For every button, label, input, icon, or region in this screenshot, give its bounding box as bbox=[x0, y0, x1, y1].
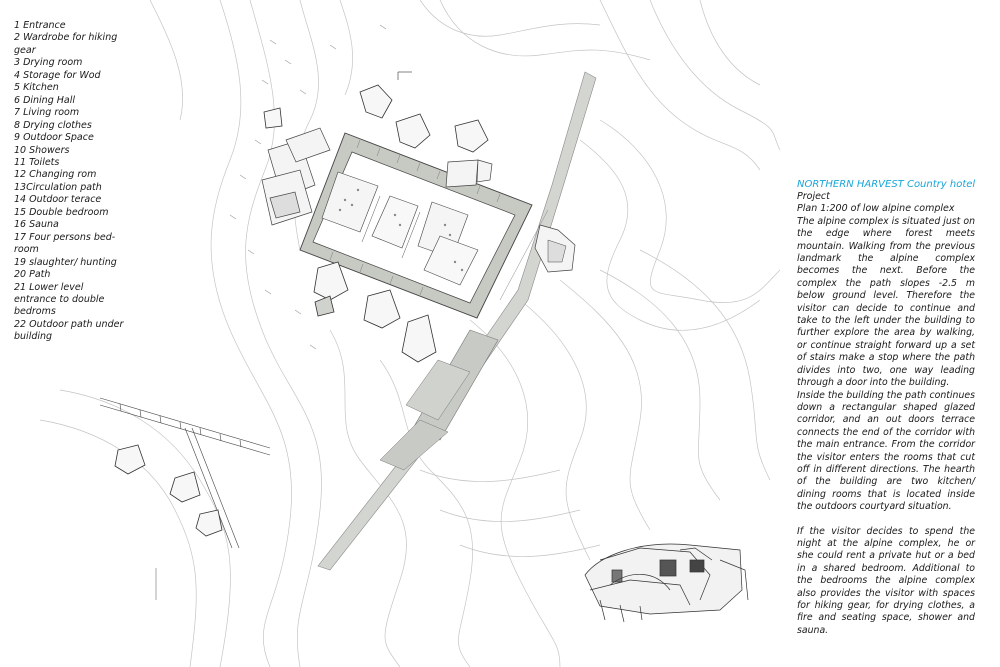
legend-item: 5 Kitchen bbox=[14, 82, 59, 94]
legend-item: 8 Drying clothes bbox=[14, 119, 92, 131]
project-subtitle: Project bbox=[797, 191, 830, 202]
legend-item: 12 Changing rom bbox=[14, 169, 97, 181]
legend-item: 19 slaughter/ hunting bbox=[14, 256, 117, 268]
legend-item: 9 Outdoor Space bbox=[14, 132, 94, 144]
project-title: NORTHERN HARVEST Country hotel bbox=[797, 179, 976, 190]
path-huts bbox=[100, 398, 270, 548]
legend-item: 11 Toilets bbox=[14, 156, 60, 168]
legend-item: 6 Dining Hall bbox=[14, 94, 75, 106]
plan-label: Plan 1:200 of low alpine complex bbox=[797, 203, 955, 215]
description-paragraph: If the visitor decides to spend the night at the alpine complex, he or she could rent a private hut or a bed in a shared bedroom. Additional to the bedrooms the alpine complex also provides the visitor with spaces for hiking gear, for drying clothes, a fire and seating space, shower and sauna. bbox=[797, 525, 975, 636]
legend-item: 16 Sauna bbox=[14, 219, 59, 231]
legend-item: 13Circulation path bbox=[14, 181, 102, 193]
description-paragraph: Inside the building the path continues down a rectangular shaped glazed corridor, and an out doors terrace connects the end of the corridor with the main entrance. From the corridor the visitor enters the rooms that cut off in different directions. The hearth of the building are two kitchen/ dining rooms that is located inside the outdoors courtyard situation. bbox=[797, 389, 975, 513]
axonometric-sketch bbox=[585, 544, 748, 622]
east-annex bbox=[535, 225, 575, 272]
project-description bbox=[797, 178, 975, 637]
description-paragraph: The alpine complex is situated just on the edge where forest meets mountain. Walking from the previous landmark the alpine complex becomes the next. Before the complex the path slopes -2.5 m below ground level. Therefore the visitor can decide to continue and take to the left under the building to further explore the area by walking, or continue straight forward up a set of stairs make a stop where the path divides into two, one way leading through a door into the building. bbox=[797, 215, 975, 389]
room-legend bbox=[14, 20, 126, 344]
legend-item: 4 Storage for Wod bbox=[14, 69, 101, 81]
legend-item: 1 Entrance bbox=[14, 20, 66, 31]
legend-item: 21 Lower level entrance to double bedroms bbox=[14, 281, 105, 318]
legend-item: 7 Living room bbox=[14, 107, 80, 119]
legend-item: 14 Outdoor terace bbox=[14, 194, 102, 206]
legend-item: 20 Path bbox=[14, 269, 51, 281]
legend-item: 10 Showers bbox=[14, 144, 70, 156]
legend-item: 17 Four persons bed-room bbox=[14, 231, 116, 256]
legend-item: 3 Drying room bbox=[14, 57, 83, 69]
legend-item: 15 Double bedroom bbox=[14, 206, 109, 218]
legend-item: 2 Wardrobe for hiking gear bbox=[14, 32, 118, 56]
legend-item: 22 Outdoor path under building bbox=[14, 318, 124, 343]
